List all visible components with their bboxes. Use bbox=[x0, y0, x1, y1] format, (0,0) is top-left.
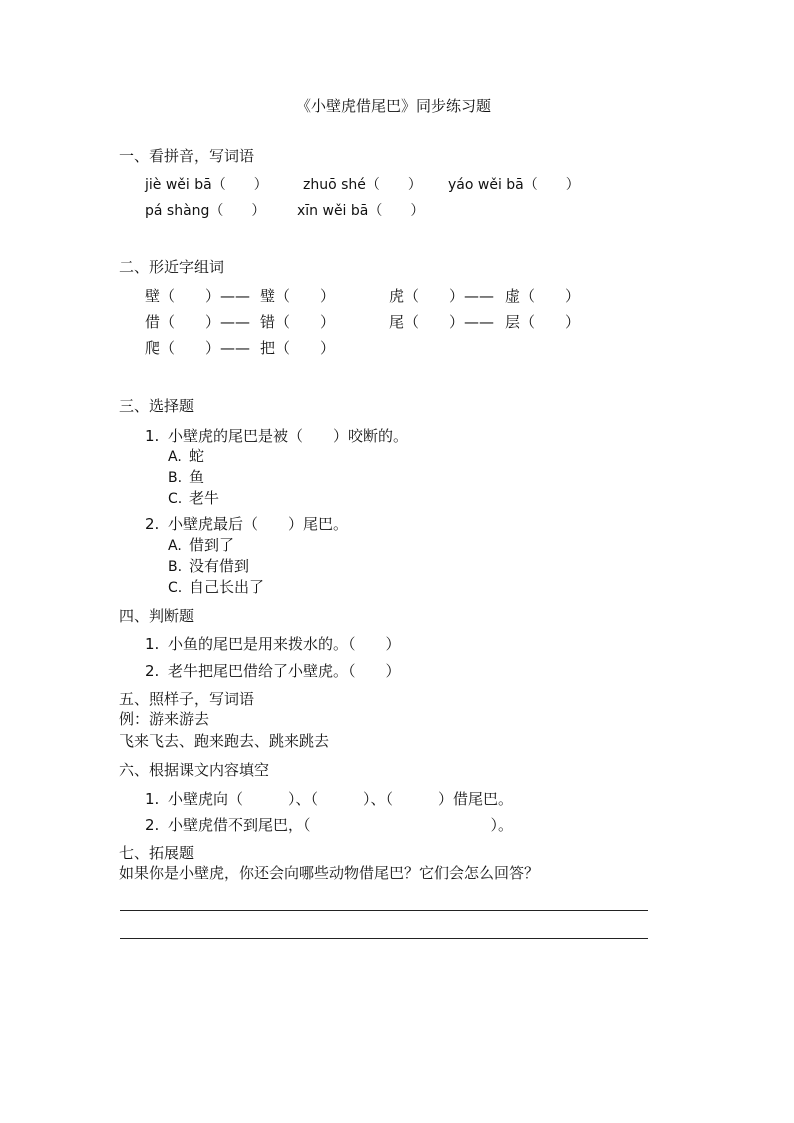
extension-question: 如果你是小壁虎，你还会向哪些动物借尾巴？它们会怎么回答？ bbox=[119, 864, 540, 882]
question-number: 2. bbox=[145, 515, 160, 533]
option-letter: A. bbox=[168, 449, 182, 465]
char-pair-left: 尾（ ）—— bbox=[389, 313, 495, 331]
section-5-heading: 五、照样子，写词语 bbox=[119, 690, 255, 708]
section-4-heading: 四、判断题 bbox=[119, 607, 195, 625]
option-text: 自己长出了 bbox=[189, 578, 265, 596]
judge-text: 老牛把尾巴借给了小壁虎。（ ） bbox=[168, 662, 401, 680]
option-text: 借到了 bbox=[189, 536, 235, 554]
option-text: 鱼 bbox=[189, 468, 205, 486]
fill-number: 2. bbox=[145, 816, 160, 834]
section-6-heading: 六、根据课文内容填空 bbox=[119, 761, 270, 779]
answer-line[interactable] bbox=[120, 910, 648, 911]
option-text: 老牛 bbox=[189, 489, 220, 507]
option-letter: A. bbox=[168, 538, 182, 554]
example-answer: 飞来飞去、跑来跑去、跳来跳去 bbox=[119, 732, 330, 750]
pinyin-item-5: xīn wěi bā（ ） bbox=[297, 203, 425, 219]
char-pair-left: 壁（ ）—— bbox=[145, 287, 251, 305]
question-text: 小壁虎的尾巴是被（ ）咬断的。 bbox=[168, 427, 409, 445]
question-text: 小壁虎最后（ ）尾巴。 bbox=[168, 515, 349, 533]
section-3-heading: 三、选择题 bbox=[119, 397, 195, 415]
answer-line[interactable] bbox=[120, 938, 648, 939]
pinyin-item-1: jiè wěi bā（ ） bbox=[145, 177, 268, 193]
fill-text: 小壁虎向（ ）、（ ）、（ ）借尾巴。 bbox=[168, 790, 514, 808]
option-letter: B. bbox=[168, 559, 183, 575]
fill-text: 小壁虎借不到尾巴，（ ）。 bbox=[168, 816, 514, 834]
option-letter: C. bbox=[168, 491, 183, 507]
char-pair-right: 璧（ ） bbox=[260, 287, 336, 305]
fill-number: 1. bbox=[145, 790, 160, 808]
section-7-heading: 七、拓展题 bbox=[119, 844, 195, 862]
pinyin-item-2: zhuō shé（ ） bbox=[303, 177, 422, 193]
option-text: 蛇 bbox=[189, 447, 205, 465]
char-pair-right: 错（ ） bbox=[260, 313, 336, 331]
char-pair-right: 虚（ ） bbox=[505, 287, 581, 305]
page-title: 《小壁虎借尾巴》同步练习题 bbox=[296, 97, 492, 115]
judge-number: 2. bbox=[145, 662, 160, 680]
char-pair-right: 把（ ） bbox=[260, 339, 336, 357]
pinyin-item-4: pá shàng（ ） bbox=[145, 203, 266, 219]
char-pair-left: 虎（ ）—— bbox=[389, 287, 495, 305]
pinyin-item-3: yáo wěi bā（ ） bbox=[448, 177, 580, 193]
question-number: 1. bbox=[145, 427, 160, 445]
section-1-heading: 一、看拼音，写词语 bbox=[119, 147, 255, 165]
judge-number: 1. bbox=[145, 635, 160, 653]
char-pair-right: 层（ ） bbox=[505, 313, 581, 331]
example-text: 例：游来游去 bbox=[119, 710, 210, 728]
section-2-heading: 二、形近字组词 bbox=[119, 258, 225, 276]
judge-text: 小鱼的尾巴是用来拨水的。（ ） bbox=[168, 635, 401, 653]
option-letter: B. bbox=[168, 470, 183, 486]
char-pair-left: 爬（ ）—— bbox=[145, 339, 251, 357]
option-letter: C. bbox=[168, 580, 183, 596]
option-text: 没有借到 bbox=[189, 557, 250, 575]
char-pair-left: 借（ ）—— bbox=[145, 313, 251, 331]
